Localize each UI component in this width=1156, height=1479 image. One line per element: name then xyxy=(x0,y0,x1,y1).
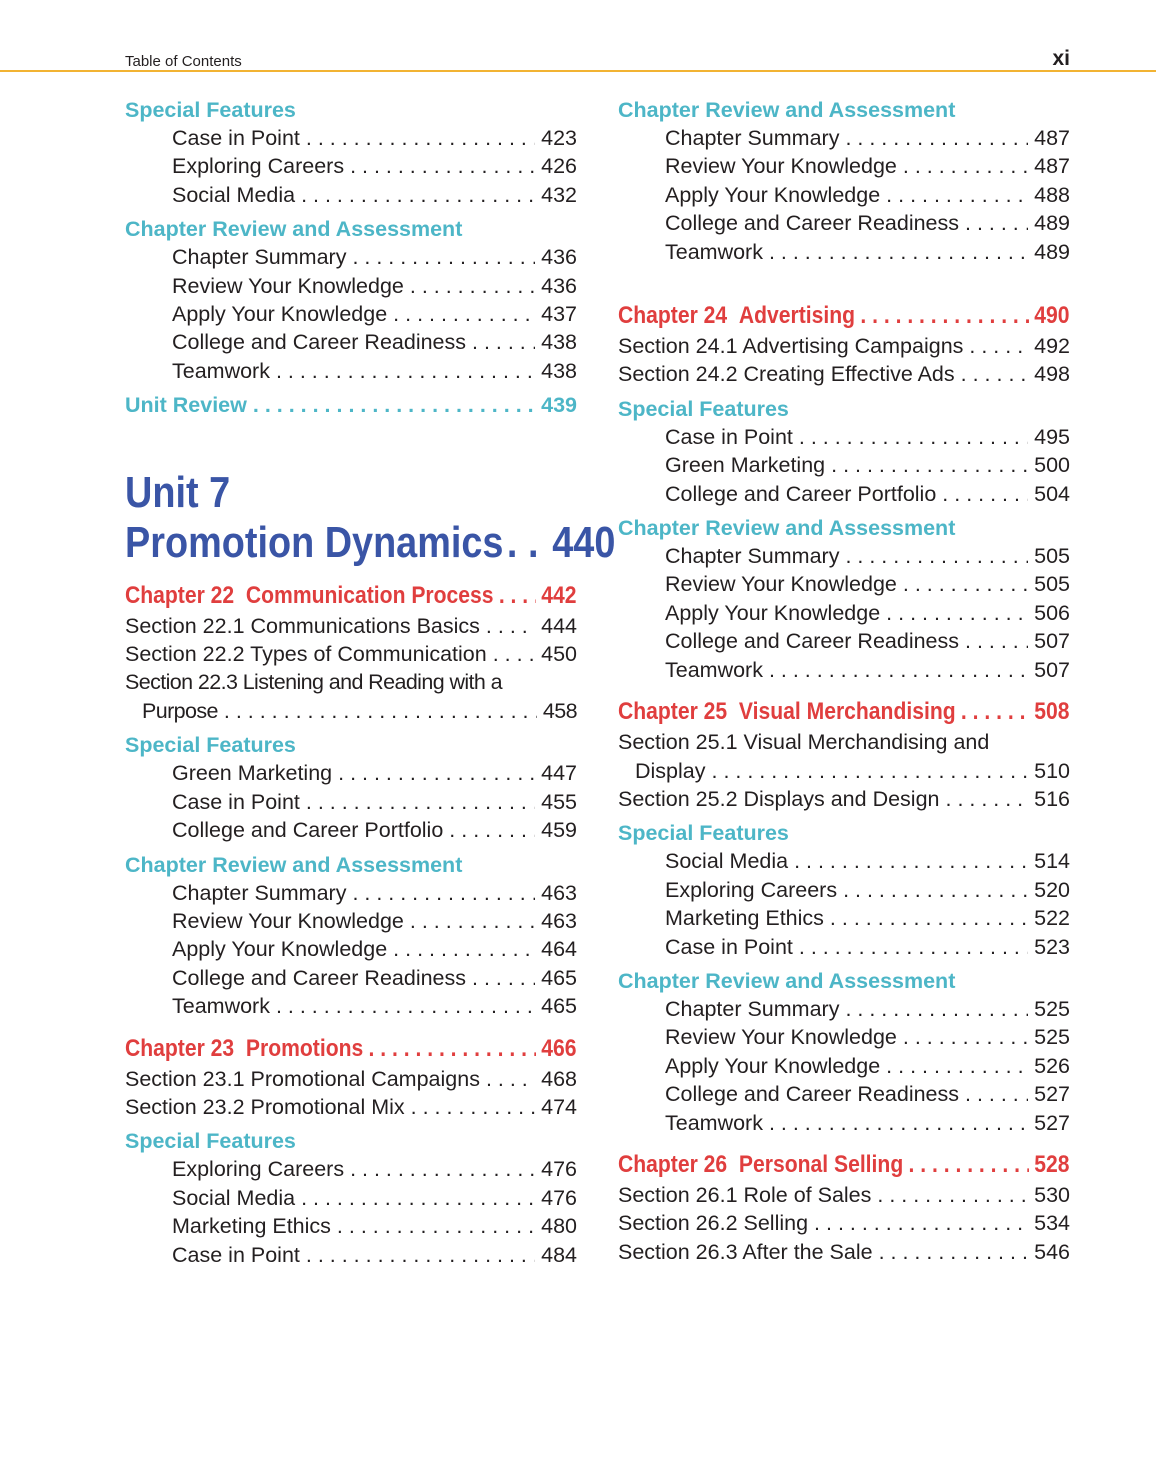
leader-dots xyxy=(808,1209,1028,1237)
leader-dots xyxy=(218,697,537,725)
leader-dots xyxy=(763,238,1028,266)
section-heading: Chapter Review and Assessment xyxy=(618,516,956,541)
chapter-page: 528 xyxy=(1034,1150,1070,1178)
toc-column-left xyxy=(125,96,616,1269)
chapter-title: Visual Merchandising xyxy=(738,698,956,726)
leader-dots xyxy=(763,656,1028,684)
leader-dots xyxy=(494,580,536,612)
leader-dots xyxy=(503,518,538,568)
entry-page: 488 xyxy=(1034,182,1070,207)
leader-dots xyxy=(855,300,1029,332)
leader-dots xyxy=(955,360,1028,388)
toc-entry[interactable] xyxy=(125,181,577,209)
unit-page: 440 xyxy=(552,517,616,567)
entry-page: 546 xyxy=(1034,1239,1070,1264)
entry-page: 487 xyxy=(1034,126,1070,150)
leader-dots xyxy=(873,1238,1029,1266)
toc-entry[interactable] xyxy=(618,124,1070,152)
chapter-page: 508 xyxy=(1034,698,1070,726)
section-heading: Chapter Review and Assessment xyxy=(125,217,463,242)
entry-page: 498 xyxy=(1034,362,1070,387)
entry-page: 504 xyxy=(1034,481,1070,506)
entry-label: Section 26.1 Role of Sales xyxy=(618,1182,872,1207)
entry-list xyxy=(125,243,577,385)
section-entry[interactable] xyxy=(618,1238,1070,1266)
entry-label: Section 22.3 Listening and Reading with a xyxy=(125,670,503,695)
section-heading: Chapter Review and Assessment xyxy=(618,968,956,993)
entry-label: Exploring Careers xyxy=(172,154,345,179)
toc-entry[interactable] xyxy=(618,1080,1070,1108)
leader-dots xyxy=(405,1093,535,1121)
entry-page: 526 xyxy=(1034,1053,1070,1078)
section-entry[interactable] xyxy=(125,612,577,640)
entry-label: Review Your Knowledge xyxy=(665,1025,897,1050)
entry-label: College and Career Readiness xyxy=(172,965,467,990)
entry-page: 439 xyxy=(541,393,577,418)
entry-page: 468 xyxy=(541,1066,577,1091)
leader-dots xyxy=(332,759,535,787)
entry-page: 510 xyxy=(1034,758,1070,783)
section-heading: Special Features xyxy=(125,98,296,122)
entry-label: Case in Point xyxy=(172,789,300,814)
entry-label: Teamwork xyxy=(665,657,763,682)
leader-dots xyxy=(387,935,535,963)
entry-label: Section 25.2 Displays and Design xyxy=(618,786,940,811)
section-entry-wrapped[interactable] xyxy=(618,728,1070,785)
entry-label: Chapter Summary xyxy=(172,880,347,905)
leader-dots xyxy=(956,696,1029,728)
chapter-title: Advertising xyxy=(738,302,856,330)
entry-label: Marketing Ethics xyxy=(172,1214,331,1239)
toc-entry[interactable] xyxy=(618,847,1070,875)
entry-label: Apply Your Knowledge xyxy=(665,600,881,625)
entry-label: Chapter Summary xyxy=(665,544,840,569)
toc-entry[interactable] xyxy=(125,816,577,844)
entry-label: Section 25.1 Visual Merchandising and xyxy=(618,730,990,755)
section-list xyxy=(618,785,1070,813)
section-entry[interactable] xyxy=(618,785,1070,813)
leader-dots xyxy=(793,933,1028,961)
leader-dots xyxy=(940,785,1029,813)
leader-dots xyxy=(880,599,1028,627)
leader-dots xyxy=(824,904,1028,932)
leader-dots xyxy=(270,992,535,1020)
entry-label: Unit Review xyxy=(125,393,247,418)
leader-dots xyxy=(839,542,1028,570)
section-heading: Special Features xyxy=(618,396,789,421)
entry-page: 505 xyxy=(1034,572,1070,597)
entry-label: College and Career Readiness xyxy=(665,211,960,236)
section-list xyxy=(125,612,577,669)
entry-page: 438 xyxy=(541,358,577,383)
toc-entry[interactable] xyxy=(125,124,577,152)
toc-entry[interactable] xyxy=(125,243,577,271)
entry-page: 447 xyxy=(541,761,577,786)
section-entry[interactable] xyxy=(618,360,1070,388)
entry-label: Section 22.1 Communications Basics xyxy=(125,613,480,638)
entry-label: College and Career Readiness xyxy=(172,330,467,355)
toc-entry[interactable] xyxy=(125,788,577,816)
entry-label: Apply Your Knowledge xyxy=(172,937,388,962)
leader-dots xyxy=(480,612,535,640)
entry-label: Section 24.1 Advertising Campaigns xyxy=(618,334,964,359)
section-entry-wrapped[interactable] xyxy=(125,668,577,725)
entry-page: 507 xyxy=(1034,629,1070,654)
entry-page: 438 xyxy=(541,330,577,355)
entry-label: Chapter Summary xyxy=(665,126,840,150)
entry-label: College and Career Portfolio xyxy=(665,481,937,506)
entry-page: 492 xyxy=(1034,334,1070,359)
entry-page: 465 xyxy=(541,965,577,990)
chapter-number: Chapter 23 xyxy=(125,1034,235,1062)
toc-entry[interactable] xyxy=(125,964,577,992)
entry-label: Social Media xyxy=(172,182,296,207)
entry-list xyxy=(618,124,1070,266)
chapter-number: Chapter 24 xyxy=(618,302,728,330)
entry-page: 527 xyxy=(1034,1082,1070,1107)
entry-label: Section 23.2 Promotional Mix xyxy=(125,1094,405,1119)
entry-list xyxy=(618,847,1070,961)
leader-dots xyxy=(300,788,535,816)
toc-entry[interactable] xyxy=(125,1212,577,1240)
section-heading: Special Features xyxy=(125,1129,296,1154)
leader-dots xyxy=(897,152,1028,180)
chapter-entry[interactable] xyxy=(125,1033,576,1065)
chapter-title: Communication Process xyxy=(245,581,494,609)
toc-entry[interactable] xyxy=(618,1023,1070,1051)
entry-page: 507 xyxy=(1034,657,1070,682)
entry-label: Section 26.2 Selling xyxy=(618,1211,809,1236)
entry-page: 484 xyxy=(541,1242,577,1267)
entry-page: 480 xyxy=(541,1214,577,1239)
toc-entry[interactable] xyxy=(618,152,1070,180)
entry-label: College and Career Portfolio xyxy=(172,818,444,843)
leader-dots xyxy=(839,995,1028,1023)
toc-entry[interactable] xyxy=(125,300,577,328)
section-entry[interactable] xyxy=(125,640,577,668)
leader-dots xyxy=(270,357,535,385)
entry-page: 520 xyxy=(1034,877,1070,902)
leader-dots xyxy=(487,640,535,668)
entry-page: 459 xyxy=(541,818,577,843)
toc-entry[interactable] xyxy=(618,995,1070,1023)
leader-dots xyxy=(793,423,1028,451)
toc-entry[interactable] xyxy=(618,876,1070,904)
entry-page: 437 xyxy=(541,302,577,327)
entry-page: 458 xyxy=(542,698,577,723)
entry-page: 432 xyxy=(541,182,577,207)
entry-label: Social Media xyxy=(172,1185,296,1210)
toc-entry[interactable] xyxy=(125,328,577,356)
entry-label: Review Your Knowledge xyxy=(665,154,897,179)
entry-list xyxy=(125,759,577,844)
entry-page: 500 xyxy=(1034,453,1070,478)
entry-label: Green Marketing xyxy=(172,761,333,786)
leader-dots xyxy=(880,181,1028,209)
leader-dots xyxy=(466,328,535,356)
leader-dots xyxy=(837,876,1028,904)
leader-dots xyxy=(963,332,1028,360)
leader-dots xyxy=(763,1109,1028,1137)
entry-label: Exploring Careers xyxy=(665,877,838,902)
toc-entry[interactable] xyxy=(125,879,577,907)
unit-heading[interactable] xyxy=(125,467,616,568)
chapter-title: Promotions xyxy=(245,1034,364,1062)
leader-dots xyxy=(897,570,1028,598)
toc-entry-unit-review[interactable] xyxy=(125,391,577,419)
entry-label: Exploring Careers xyxy=(172,1157,345,1182)
toc-entry[interactable] xyxy=(125,357,577,385)
entry-label: College and Career Readiness xyxy=(665,629,960,654)
entry-label: Chapter Summary xyxy=(665,996,840,1021)
entry-label: Chapter Summary xyxy=(172,245,347,270)
toc-entry[interactable] xyxy=(618,238,1070,266)
toc-entry[interactable] xyxy=(618,599,1070,627)
toc-entry[interactable] xyxy=(125,907,577,935)
entry-list xyxy=(618,995,1070,1137)
section-list xyxy=(125,1065,577,1122)
toc-entry[interactable] xyxy=(618,933,1070,961)
entry-page: 476 xyxy=(541,1157,577,1182)
page-number: xi xyxy=(1052,47,1070,70)
entry-label: Apply Your Knowledge xyxy=(665,182,881,207)
leader-dots xyxy=(404,907,535,935)
entry-page: 450 xyxy=(541,642,577,667)
entry-page: 506 xyxy=(1034,600,1070,625)
leader-dots xyxy=(344,1155,535,1183)
entry-page: 534 xyxy=(1034,1211,1070,1236)
entry-label: Review Your Knowledge xyxy=(172,908,404,933)
leader-dots xyxy=(295,181,535,209)
leader-dots xyxy=(346,879,535,907)
entry-page: 525 xyxy=(1034,1025,1070,1050)
leader-dots xyxy=(959,627,1028,655)
entry-page: 495 xyxy=(1034,424,1070,449)
chapter-entry[interactable] xyxy=(125,580,576,612)
entry-label: Marketing Ethics xyxy=(665,906,824,931)
leader-dots xyxy=(344,152,535,180)
entry-label: Section 23.1 Promotional Campaigns xyxy=(125,1066,480,1091)
entry-page: 423 xyxy=(541,126,577,150)
leader-dots xyxy=(331,1212,535,1240)
toc-entry[interactable] xyxy=(618,480,1070,508)
toc-entry[interactable] xyxy=(618,542,1070,570)
section-list xyxy=(618,1181,1070,1266)
section-entry[interactable] xyxy=(618,332,1070,360)
entry-label: Teamwork xyxy=(665,239,763,264)
leader-dots xyxy=(880,1052,1028,1080)
leader-dots xyxy=(897,1023,1028,1051)
leader-dots xyxy=(300,124,535,152)
toc-entry[interactable] xyxy=(618,209,1070,237)
entry-page: 487 xyxy=(1034,154,1070,179)
entry-page: 489 xyxy=(1034,239,1070,264)
entry-label-cont: Display xyxy=(635,758,706,783)
leader-dots xyxy=(480,1065,535,1093)
toc-entry[interactable] xyxy=(618,1109,1070,1137)
entry-page: 474 xyxy=(541,1094,577,1119)
leader-dots xyxy=(959,209,1028,237)
entry-label: Apply Your Knowledge xyxy=(665,1053,881,1078)
section-heading: Special Features xyxy=(618,821,789,846)
entry-label: Teamwork xyxy=(665,1110,763,1135)
entry-label: Section 22.2 Types of Communication xyxy=(125,642,487,667)
toc-entry[interactable] xyxy=(618,451,1070,479)
toc-entry[interactable] xyxy=(618,181,1070,209)
toc-entry[interactable] xyxy=(125,992,577,1020)
entry-page: 436 xyxy=(541,245,577,270)
entry-label: Teamwork xyxy=(172,994,270,1019)
running-head: Table of Contents xyxy=(125,53,242,70)
leader-dots xyxy=(295,1184,535,1212)
leader-dots xyxy=(300,1241,535,1269)
section-entry[interactable] xyxy=(618,1181,1070,1209)
chapter-page: 442 xyxy=(541,581,577,609)
leader-dots xyxy=(387,300,535,328)
entry-page: 463 xyxy=(541,880,577,905)
entry-label: Case in Point xyxy=(665,424,793,449)
toc-entry[interactable] xyxy=(618,1052,1070,1080)
leader-dots xyxy=(443,816,535,844)
entry-page: 505 xyxy=(1034,544,1070,569)
entry-page: 476 xyxy=(541,1185,577,1210)
toc-entry[interactable] xyxy=(125,1241,577,1269)
section-entry[interactable] xyxy=(618,1209,1070,1237)
entry-list xyxy=(618,423,1070,508)
section-entry[interactable] xyxy=(125,1093,577,1121)
toc-entry[interactable] xyxy=(125,759,577,787)
entry-label: Review Your Knowledge xyxy=(172,273,404,298)
unit-title: Promotion Dynamics xyxy=(125,517,504,567)
toc-entry[interactable] xyxy=(618,627,1070,655)
toc-entry[interactable] xyxy=(125,272,577,300)
entry-label: Green Marketing xyxy=(665,453,826,478)
chapter-number: Chapter 22 xyxy=(125,581,235,609)
unit-number: Unit 7 xyxy=(125,467,231,517)
entry-label: College and Career Readiness xyxy=(665,1082,960,1107)
chapter-page: 490 xyxy=(1034,302,1070,330)
entry-page: 444 xyxy=(541,613,577,638)
entry-page: 527 xyxy=(1034,1110,1070,1135)
leader-dots xyxy=(903,1149,1029,1181)
leader-dots xyxy=(404,272,535,300)
leader-dots xyxy=(247,391,535,419)
toc-entry[interactable] xyxy=(125,1155,577,1183)
chapter-entry[interactable] xyxy=(618,696,1069,728)
entry-page: 523 xyxy=(1034,934,1070,959)
chapter-number: Chapter 25 xyxy=(618,698,728,726)
leader-dots xyxy=(346,243,535,271)
leader-dots xyxy=(936,480,1028,508)
toc-entry[interactable] xyxy=(125,935,577,963)
leader-dots xyxy=(959,1080,1028,1108)
chapter-title: Personal Selling xyxy=(738,1150,904,1178)
entry-label: Section 26.3 After the Sale xyxy=(618,1239,873,1264)
entry-label: Social Media xyxy=(665,849,789,874)
toc-entry[interactable] xyxy=(125,1184,577,1212)
toc-entry[interactable] xyxy=(618,570,1070,598)
entry-label: Case in Point xyxy=(172,1242,300,1267)
chapter-number: Chapter 26 xyxy=(618,1150,728,1178)
leader-dots xyxy=(788,847,1028,875)
entry-page: 463 xyxy=(541,908,577,933)
page-header xyxy=(0,0,1156,72)
toc-entry[interactable] xyxy=(618,656,1070,684)
entry-label: Teamwork xyxy=(172,358,270,383)
entry-list xyxy=(125,879,577,1021)
entry-page: 525 xyxy=(1034,996,1070,1021)
entry-page: 436 xyxy=(541,273,577,298)
toc-entry[interactable] xyxy=(125,152,577,180)
entry-label: Review Your Knowledge xyxy=(665,572,897,597)
entry-list xyxy=(125,1155,577,1269)
toc-entry[interactable] xyxy=(618,904,1070,932)
entry-label: Case in Point xyxy=(665,934,793,959)
toc-entry[interactable] xyxy=(618,423,1070,451)
entry-page: 530 xyxy=(1034,1182,1070,1207)
entry-label: Case in Point xyxy=(172,126,300,150)
leader-dots xyxy=(825,451,1028,479)
leader-dots xyxy=(363,1033,536,1065)
chapter-entry[interactable] xyxy=(618,300,1069,332)
entry-list xyxy=(618,542,1070,684)
section-heading: Special Features xyxy=(125,733,296,758)
entry-label-cont: Purpose xyxy=(142,698,218,723)
leader-dots xyxy=(466,964,535,992)
chapter-page: 466 xyxy=(541,1034,577,1062)
entry-page: 465 xyxy=(541,994,577,1019)
section-entry[interactable] xyxy=(125,1065,577,1093)
entry-page: 522 xyxy=(1034,906,1070,931)
leader-dots xyxy=(839,124,1028,152)
section-list xyxy=(618,332,1070,389)
entry-page: 455 xyxy=(541,789,577,814)
entry-page: 426 xyxy=(541,154,577,179)
entry-page: 516 xyxy=(1034,786,1070,811)
entry-label: Section 24.2 Creating Effective Ads xyxy=(618,362,955,387)
entry-page: 464 xyxy=(541,937,577,962)
leader-dots xyxy=(871,1181,1028,1209)
entry-list xyxy=(125,124,577,209)
leader-dots xyxy=(706,757,1029,785)
chapter-entry[interactable] xyxy=(618,1149,1069,1181)
entry-page: 514 xyxy=(1034,849,1070,874)
entry-label: Apply Your Knowledge xyxy=(172,302,388,327)
toc-column-right xyxy=(618,96,1070,1266)
entry-page: 489 xyxy=(1034,211,1070,236)
section-heading: Chapter Review and Assessment xyxy=(125,852,463,877)
section-heading: Chapter Review and Assessment xyxy=(618,98,956,122)
